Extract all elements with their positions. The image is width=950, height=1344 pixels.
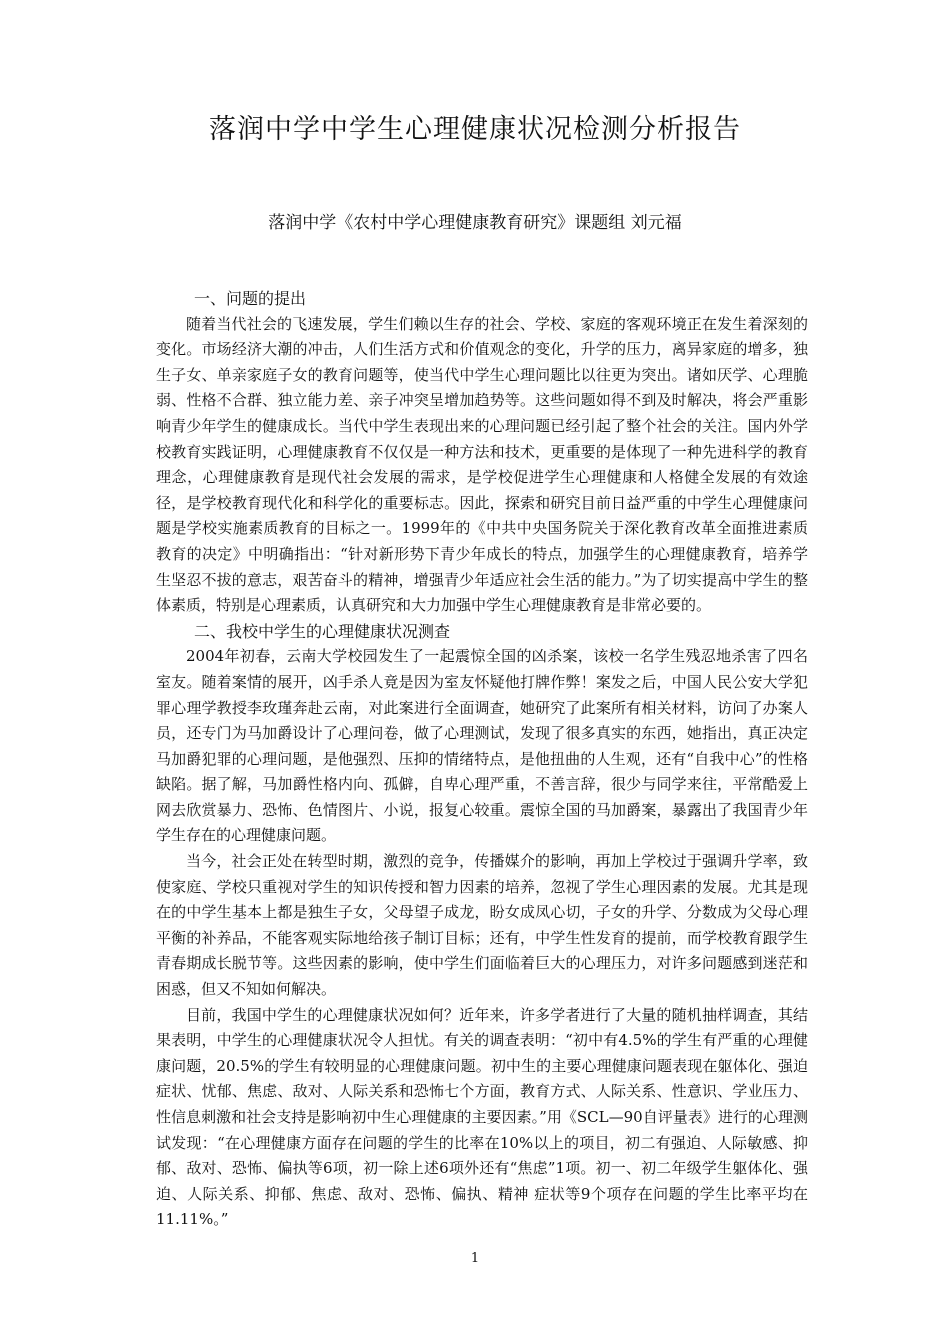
author-byline: 落润中学《农村中学心理健康教育研究》课题组 刘元福 — [268, 213, 682, 233]
page-number: 1 — [470, 1251, 480, 1266]
section-heading-survey: 二、我校中学生的心理健康状况测查 — [194, 621, 451, 641]
document-title: 落润中学中学生心理健康状况检测分析报告 — [209, 114, 741, 145]
paragraph: 当今，社会正处在转型时期，激烈的竞争，传播媒介的影响，再加上学校过于强调升学率，致使家庭、学校只重视对学生的知识传授和智力因素的培养，忽视了学生心理因素的发展。尤其是现在的中学生基本上都是独生子女，父母望子成龙，盼女成凤心切，子女的升学、分数成为父母心理平衡的补养品，不能客观实际地给孩子制订目标；还有，中学生性发育的提前，而学校教育跟学生青春期成长脱节等。这些因素的影响，使中学生们面临着巨大的心理压力，对许多问题感到迷茫和困惑，但又不知如何解决。 — [156, 852, 808, 999]
section-heading-problem: 一、问题的提出 — [194, 289, 307, 308]
paragraph: 随着当代社会的飞速发展，学生们赖以生存的社会、学校、家庭的客观环境正在发生着深刻的变化。市场经济大潮的冲击，人们生活方式和价值观念的变化，升学的压力，离异家庭的增多，独生子女、单亲家庭子女的教育问题等，使当代中学生心理问题比以往更为突出。诸如厌学、心理脆弱、性格不合群、独立能力差、亲子冲突呈增加趋势等。这些问题如得不到及时解决，将会严重影响青少年学生的健康成长。当代中学生表现出来的心理问题已经引起了整个社会的关注。国内外学校教育实践证明，心理健康教育不仅仅是一种方法和技术，更重要的是体现了一种先进科学的教育理念，心理健康教育是现代社会发展的需求，是学校促进学生心理健康和人格健全发展的有效途径，是学校教育现代化和科学化的重要标志。因此，探索和研究目前日益严重的中学生心理健康问题是学校实施素质教育的目标之一。1999年的《中共中央国务院关于深化教育改革全面推进素质教育的决定》中明确指出：“针对新形势下青少年成长的特点，加强学生的心理健康教育，培养学生坚忍不拔的意志，艰苦奋斗的精神，增强青少年适应社会生活的能力。”为了切实提高中学生的整体素质，特别是心理素质，认真研究和大力加强中学生心理健康教育是非常必要的。 — [156, 314, 808, 615]
paragraph: 2004年初春，云南大学校园发生了一起震惊全国的凶杀案，该校一名学生残忍地杀害了四名室友。随着案情的展开，凶手杀人竟是因为室友怀疑他打牌作弊！案发之后，中国人民公安大学犯罪心理学教授李玫瑾奔赴云南，对此案进行全面调查，她研究了此案所有相关材料，访问了办案人员，还专门为马加爵设计了心理问卷，做了心理测试，发现了很多真实的东西，她指出，真正决定马加爵犯罪的心理问题，是他强烈、压抑的情绪特点，是他扭曲的人生观，还有“自我中心”的性格缺陷。据了解，马加爵性格内向、孤僻，自卑心理严重，不善言辞，很少与同学来往，平常酷爱上网去欣赏暴力、恐怖、色情图片、小说，报复心较重。震惊全国的马加爵案，暴露出了我国青少年学生存在的心理健康问题。 — [156, 647, 808, 845]
paragraph: 目前，我国中学生的心理健康状况如何？近年来，许多学者进行了大量的随机抽样调查，其结果表明，中学生的心理健康状况令人担忧。有关的调查表明：“初中有4.5%的学生有严重的心理健康问题，20.5%的学生有较明显的心理健康问题。初中生的主要心理健康问题表现在躯体化、强迫症状、忧郁、焦虑、敌对、人际关系和恐怖七个方面，教育方式、人际关系、性意识、学业压力、性信息刺激和社会支持是影响初中生心理健康的主要因素。”用《SCL—90自评量表》进行的心理测试发现：“在心理健康方面存在问题的学生的比率在10%以上的项目，初二有强迫、人际敏感、抑郁、敌对、恐怖、偏执等6项，初一除上述6项外还有“焦虑”1项。初一、初二年级学生躯体化、强迫、人际关系、抑郁、焦虑、敌对、恐怖、偏执、精神 症状等9个项存在问题的学生比率平均在11.11%。” — [156, 1005, 808, 1229]
document-body — [156, 286, 808, 1233]
